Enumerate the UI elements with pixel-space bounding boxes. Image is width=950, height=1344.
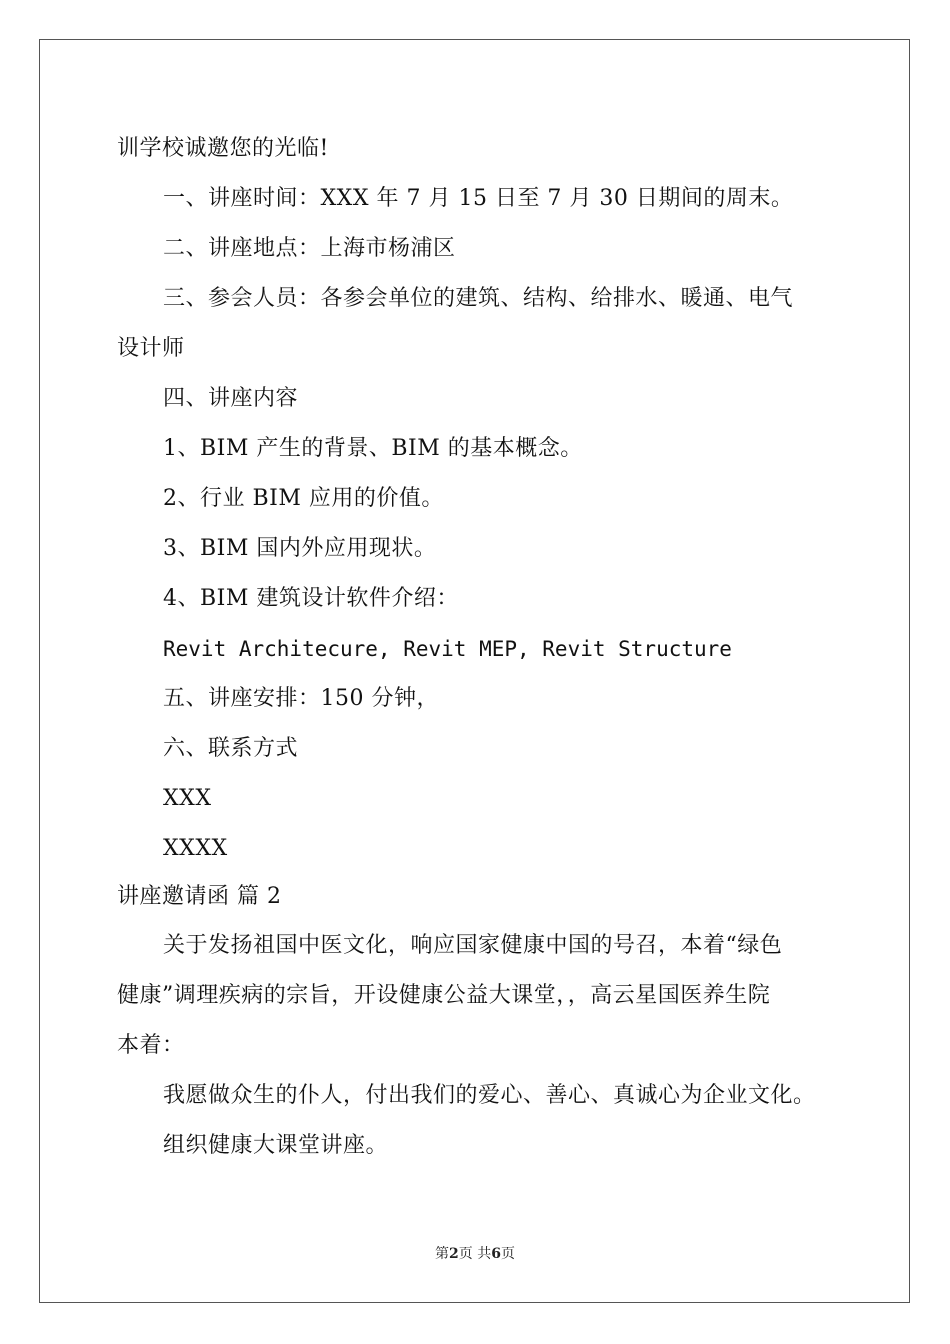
page-border — [39, 39, 910, 1303]
list-item: 3、BIM 国内外应用现状。 — [163, 536, 437, 561]
section-heading: 六、联系方式 — [163, 736, 299, 761]
page-number — [0, 1244, 950, 1264]
list-item: 4、BIM 建筑设计软件介绍： — [163, 586, 459, 611]
text-line: 一、讲座时间：XXX 年 7 月 15 日至 7 月 30 日期间的周末。 — [163, 186, 794, 211]
text-line: 关于发扬祖国中医文化，响应国家健康中国的号召，本着“绿色 — [163, 933, 783, 958]
text-line: 设计师 — [117, 336, 185, 361]
contact-line: XXX — [163, 786, 212, 811]
text-line: 五、讲座安排：150 分钟， — [163, 686, 439, 711]
text-line: 训学校诚邀您的光临! — [117, 136, 329, 161]
text-line: 健康”调理疾病的宗旨，开设健康公益大课堂，，高云星国医养生院 — [117, 983, 771, 1008]
page-suffix: 页 — [500, 1246, 515, 1262]
text-line: 三、参会人员：各参会单位的建筑、结构、给排水、暖通、电气 — [163, 286, 794, 311]
total-pages: 6 — [491, 1246, 501, 1262]
text-line: 组织健康大课堂讲座。 — [163, 1133, 389, 1158]
page-mid: 页 共 — [458, 1246, 492, 1262]
current-page: 2 — [449, 1246, 459, 1262]
list-item: 1、BIM 产生的背景、BIM 的基本概念。 — [163, 436, 583, 461]
page-prefix: 第 — [435, 1246, 450, 1262]
text-line: 本着： — [117, 1033, 185, 1058]
software-list: Revit Architecure, Revit MEP, Revit Structure — [163, 637, 732, 661]
text-line: 二、讲座地点：上海市杨浦区 — [163, 236, 456, 261]
section-heading: 四、讲座内容 — [163, 386, 299, 411]
text-line: 我愿做众生的仆人，付出我们的爱心、善心、真诚心为企业文化。 — [163, 1083, 816, 1108]
article-title: 讲座邀请函 篇 2 — [117, 884, 282, 909]
contact-line: XXXX — [163, 836, 228, 861]
list-item: 2、行业 BIM 应用的价值。 — [163, 486, 444, 511]
